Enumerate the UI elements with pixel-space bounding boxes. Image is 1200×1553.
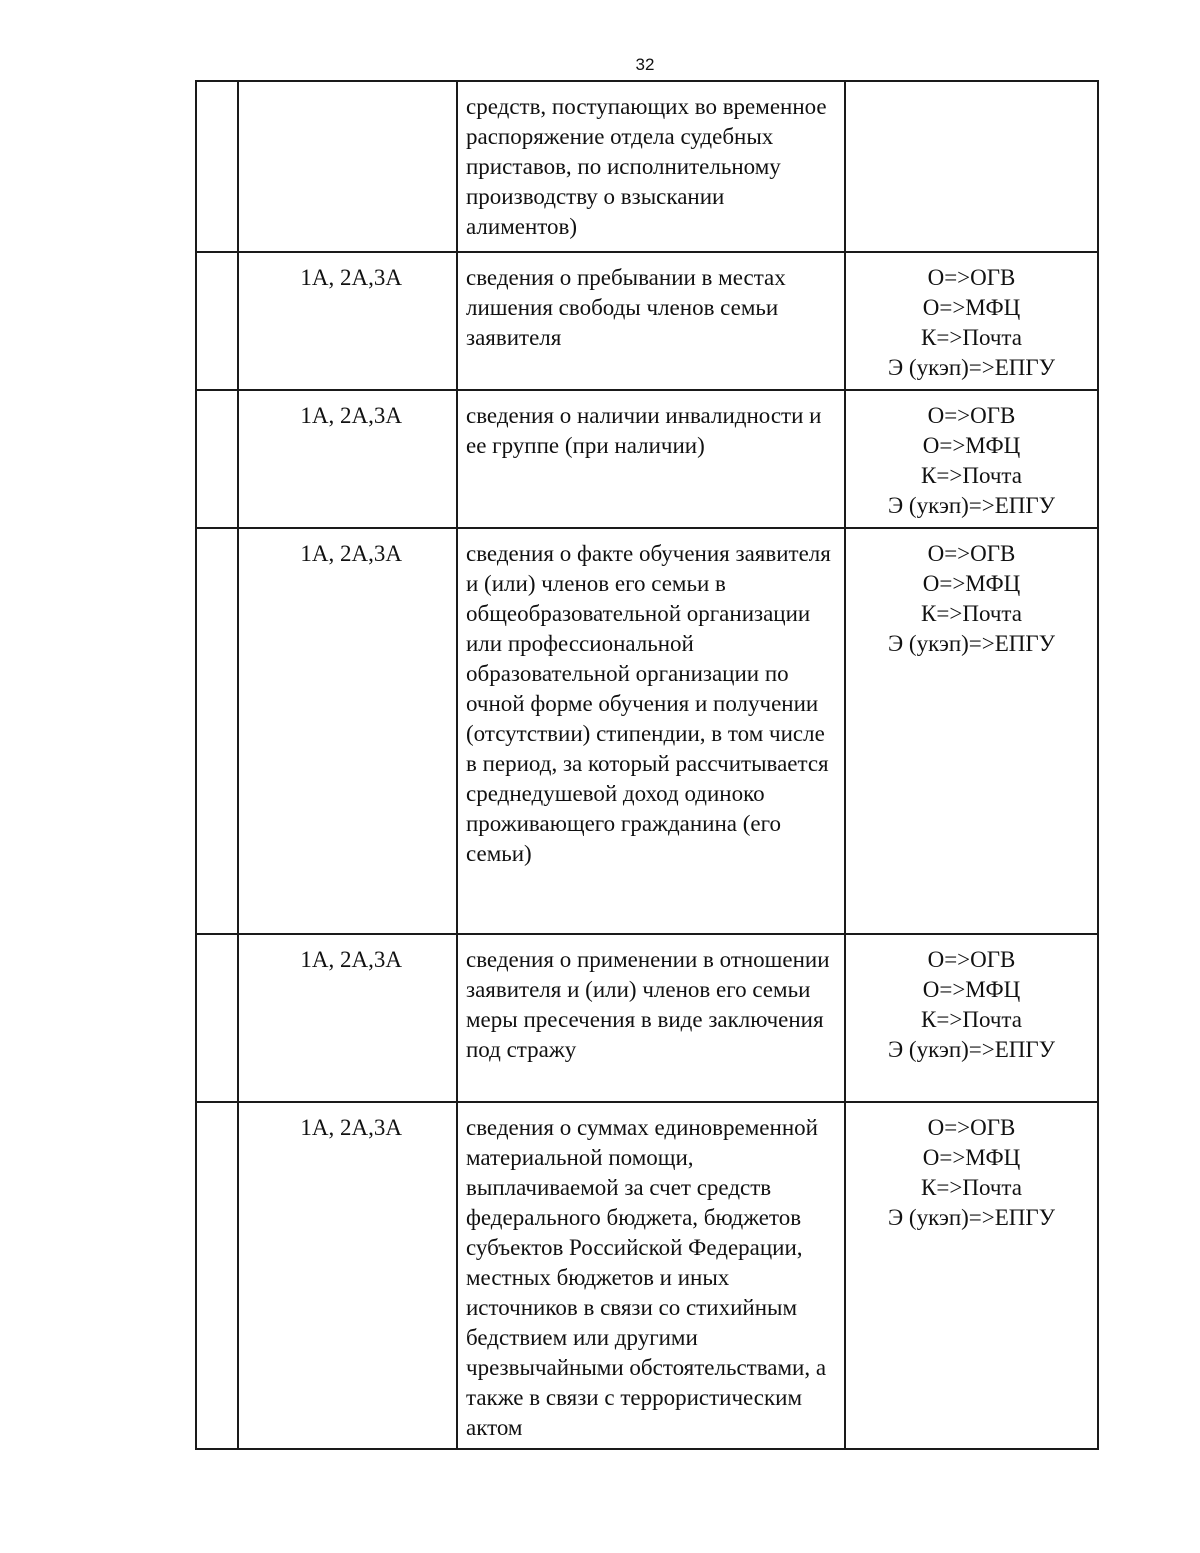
document-table (195, 80, 1099, 1450)
code-cell: 1А, 2А,3А (238, 528, 457, 934)
description-cell: сведения о факте обучения заявителя и (или) членов его семьи в общеобразовательной организации или профессиональной образовательной организации по очной форме обучения и получении (отсутствии) стипендии, в том числе в период, за который рассчитывается среднедушевой доход одиноко проживающего гражданина (его семьи) (457, 528, 845, 934)
route-epgu: Э (укэп)=>ЕПГУ (888, 631, 1055, 656)
route-ogv: О=>ОГВ (927, 947, 1016, 972)
route-mfc: О=>МФЦ (922, 295, 1021, 320)
description-cell: сведения о применении в отношении заявителя и (или) членов его семьи меры пресечения в виде заключения под стражу (457, 934, 845, 1102)
route-post: К=>Почта (921, 325, 1022, 350)
route-mfc: О=>МФЦ (922, 433, 1021, 458)
code-cell: 1А, 2А,3А (238, 934, 457, 1102)
description-cell: сведения о наличии инвалидности и ее группе (при наличии) (457, 390, 845, 528)
route-ogv: О=>ОГВ (927, 265, 1016, 290)
route-epgu: Э (укэп)=>ЕПГУ (888, 493, 1055, 518)
table-row (196, 252, 1098, 390)
route-cell (845, 252, 1098, 390)
index-cell (196, 1102, 238, 1449)
route-ogv: О=>ОГВ (927, 1115, 1016, 1140)
description-cell: сведения о пребывании в местах лишения свободы членов семьи заявителя (457, 252, 845, 390)
index-cell (196, 390, 238, 528)
code-cell (238, 81, 457, 252)
index-cell (196, 528, 238, 934)
route-post: К=>Почта (921, 601, 1022, 626)
table-row (196, 390, 1098, 528)
table-row (196, 934, 1098, 1102)
page-number: 32 (635, 55, 655, 74)
route-post: К=>Почта (921, 1175, 1022, 1200)
table-row (196, 81, 1098, 252)
route-post: К=>Почта (921, 463, 1022, 488)
route-post: К=>Почта (921, 1007, 1022, 1032)
index-cell (196, 934, 238, 1102)
description-cell: сведения о суммах единовременной материальной помощи, выплачиваемой за счет средств федерального бюджета, бюджетов субъектов Российской Федерации, местных бюджетов и иных источников в связи со стихийным бедствием или другими чрезвычайными обстоятельствами, а также в связи с террористическим актом (457, 1102, 845, 1449)
route-mfc: О=>МФЦ (922, 977, 1021, 1002)
index-cell (196, 252, 238, 390)
route-cell (845, 390, 1098, 528)
route-ogv: О=>ОГВ (927, 541, 1016, 566)
code-cell: 1А, 2А,3А (238, 252, 457, 390)
route-cell (845, 934, 1098, 1102)
route-mfc: О=>МФЦ (922, 1145, 1021, 1170)
route-mfc: О=>МФЦ (922, 571, 1021, 596)
index-cell (196, 81, 238, 252)
table-row (196, 1102, 1098, 1449)
route-epgu: Э (укэп)=>ЕПГУ (888, 355, 1055, 380)
route-ogv: О=>ОГВ (927, 403, 1016, 428)
description-cell: средств, поступающих во временное распоряжение отдела судебных приставов, по исполнительному производству о взыскании алиментов) (457, 81, 845, 252)
route-cell (845, 81, 1098, 252)
route-epgu: Э (укэп)=>ЕПГУ (888, 1205, 1055, 1230)
route-cell (845, 528, 1098, 934)
code-cell: 1А, 2А,3А (238, 1102, 457, 1449)
route-cell (845, 1102, 1098, 1449)
route-epgu: Э (укэп)=>ЕПГУ (888, 1037, 1055, 1062)
table-row (196, 528, 1098, 934)
code-cell: 1А, 2А,3А (238, 390, 457, 528)
